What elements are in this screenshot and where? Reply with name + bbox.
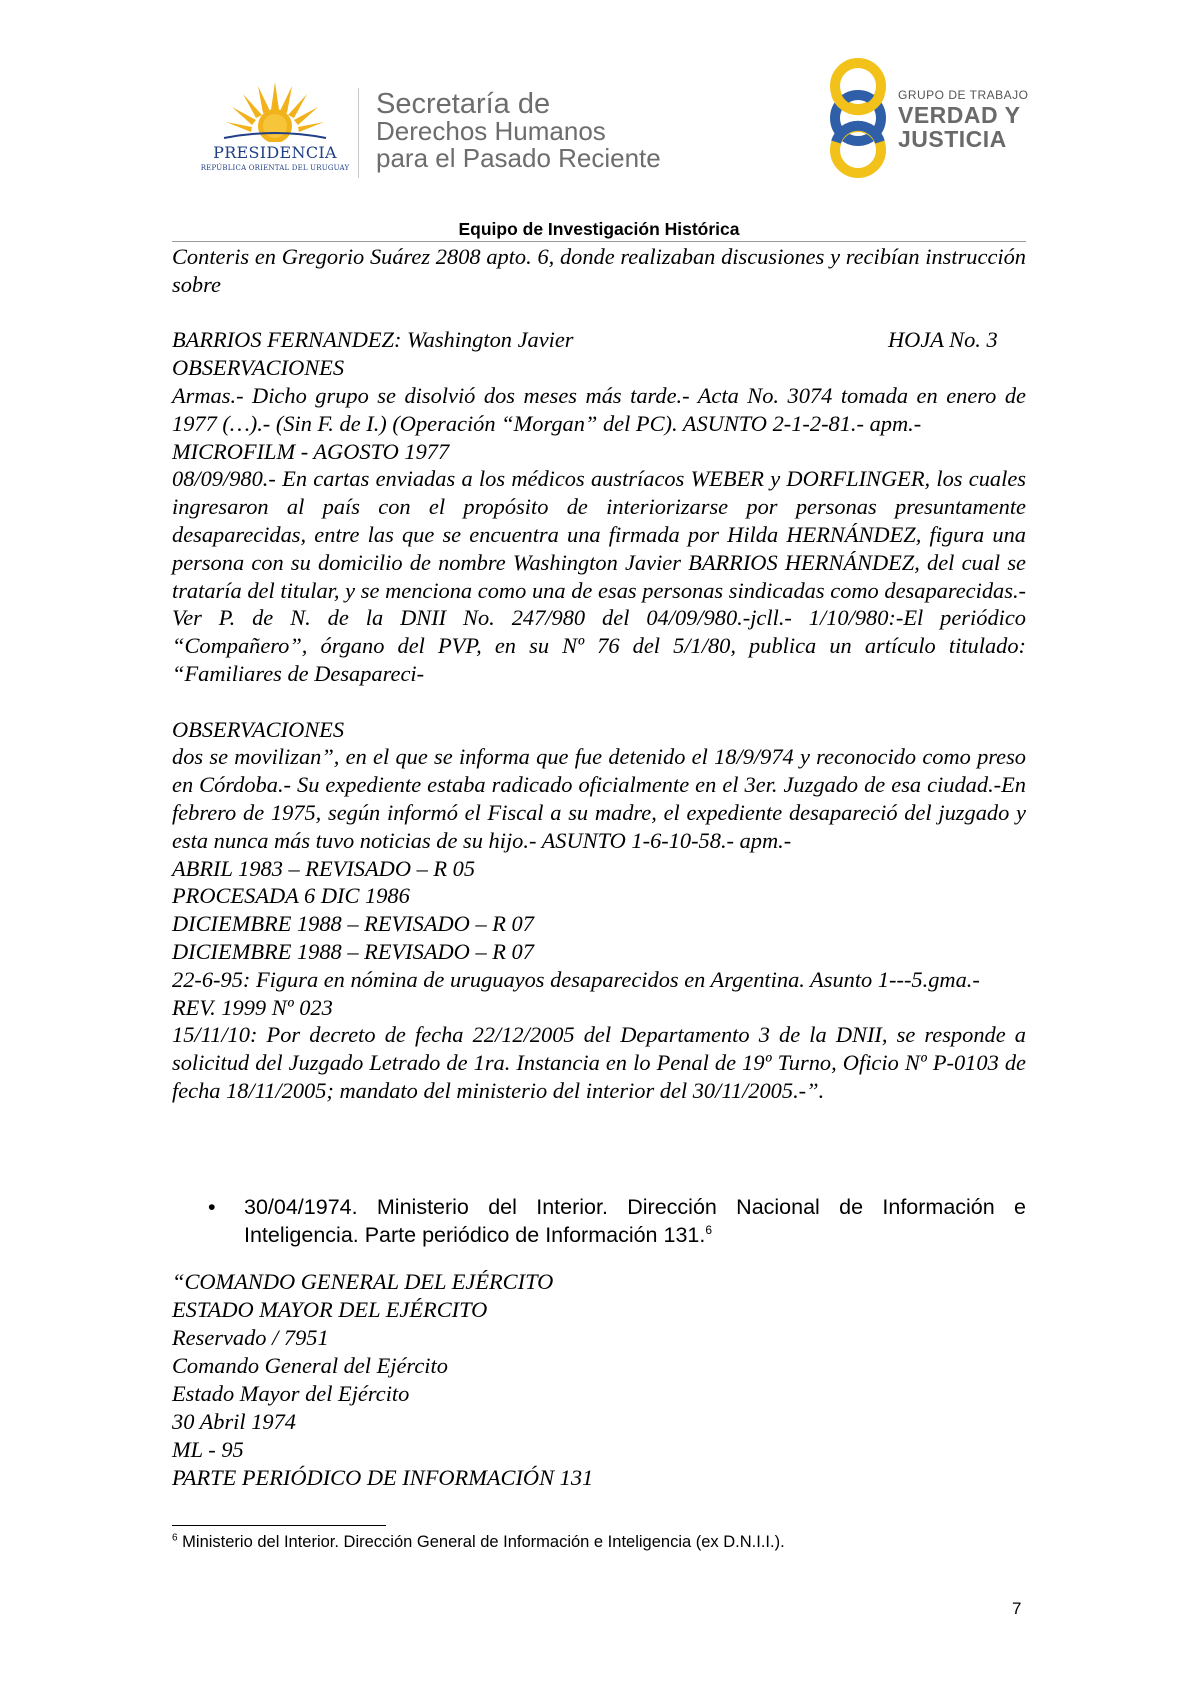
footnote-text: Ministerio del Interior. Dirección General de Información e Inteligencia (ex D.N.I.I.). bbox=[182, 1533, 785, 1551]
record-line-2: PROCESADA 6 DIC 1986 bbox=[172, 883, 410, 909]
document-body bbox=[172, 243, 1026, 1105]
page-number: 7 bbox=[1012, 1599, 1022, 1618]
section-title-rule bbox=[172, 241, 1026, 242]
quoted-document bbox=[172, 1268, 1026, 1492]
paragraph-4: dos se movilizan”, en el que se informa que fue detenido el 18/9/974 y reconocido como preso en Córdoba.- Su expediente estaba radicado oficialmente en el 3er. Juzgado de esa ciudad.-En febrero de 1975, según informó el Fiscal a su madre, el expediente desapareció del juzgado y esta nunca más tuvo noticias de su hijo.- ASUNTO 1-6-10-58.- apm.- bbox=[172, 744, 1026, 853]
secretaria-line-3: para el Pasado Reciente bbox=[376, 143, 661, 173]
record-line-4: DICIEMBRE 1988 – REVISADO – R 07 bbox=[172, 938, 534, 964]
footnote-reference[interactable]: 6 bbox=[705, 1222, 713, 1237]
paragraph-3: 08/09/980.- En cartas enviadas a los médicos austríacos WEBER y DORFLINGER, los cuales ingresaron al país con el propósito de interiorizarse por personas presuntamente desaparecidas, entre las que se encuentra una firmada por Hilda HERNÁNDEZ, figura una persona con su domicilio de nombre Washington Javier BARRIOS HERNÁNDEZ, del cual se trataría del titular, y se menciona como una de esas personas sindicadas como desaparecidas.- Ver P. de N. de la DNII No. 247/980 del 04/09/980.-jcll.- 1/10/980:-El periódico “Compañero”, órgano del PVP, en su Nº 76 del 5/1/80, publica un artículo titulado: “Familiares de Desapareci- bbox=[172, 466, 1026, 686]
paragraph-6: 15/11/10: Por decreto de fecha 22/12/2005 del Departamento 3 de la DNII, se responde a solicitud del Juzgado Letrado de 1ra. Instancia en lo Penal de 19º Turno, Oficio Nº P-0103 de fecha 18/11/2005; mandato del ministerio del interior del 30/11/2005.-”. bbox=[172, 1022, 1026, 1103]
microfilm-line: MICROFILM - AGOSTO 1977 bbox=[172, 438, 450, 464]
observaciones-heading-2: OBSERVACIONES bbox=[172, 716, 345, 742]
record-line-5: REV. 1999 Nº 023 bbox=[172, 994, 333, 1020]
record-line-3: DICIEMBRE 1988 – REVISADO – R 07 bbox=[172, 911, 534, 937]
grupo-small-text: GRUPO DE TRABAJO bbox=[898, 88, 1029, 102]
blank-line bbox=[172, 299, 1026, 327]
bullet-text: 30/04/1974. Ministerio del Interior. Dirección Nacional de Información e Inteligencia. Parte periódico de Información 131. bbox=[244, 1195, 1026, 1247]
presidencia-logo bbox=[196, 80, 354, 180]
quote-line: Reservado / 7951 bbox=[172, 1325, 329, 1350]
footnote-separator bbox=[172, 1525, 386, 1526]
secretaria-line-1: Secretaría de bbox=[376, 88, 551, 120]
quote-line: PARTE PERIÓDICO DE INFORMACIÓN 131 bbox=[172, 1465, 594, 1490]
grupo-title-line-2: JUSTICIA bbox=[898, 126, 1007, 152]
quote-line: “COMANDO GENERAL DEL EJÉRCITO bbox=[172, 1269, 554, 1294]
presidencia-subtitle: REPÚBLICA ORIENTAL DEL URUGUAY bbox=[200, 164, 350, 172]
paragraph-5: 22-6-95: Figura en nómina de uruguayos desaparecidos en Argentina. Asunto 1---5.gma.- bbox=[172, 966, 980, 992]
observaciones-heading-1: OBSERVACIONES bbox=[172, 355, 345, 381]
record-name-line bbox=[172, 326, 1026, 354]
quote-line: ML - 95 bbox=[172, 1437, 244, 1462]
secretaria-logo bbox=[376, 90, 661, 172]
blank-line bbox=[172, 688, 1026, 716]
section-title: Equipo de Investigación Histórica bbox=[458, 219, 740, 239]
presidencia-title: PRESIDENCIA bbox=[213, 143, 337, 162]
bullet-marker: • bbox=[208, 1195, 216, 1219]
verdad-justicia-logo bbox=[822, 56, 1032, 180]
quote-line: Estado Mayor del Ejército bbox=[172, 1381, 410, 1406]
quote-line: 30 Abril 1974 bbox=[172, 1409, 296, 1434]
interlinked-rings-icon bbox=[822, 56, 894, 180]
footnote-number: 6 bbox=[172, 1532, 178, 1544]
grupo-title-line-1: VERDAD Y bbox=[898, 102, 1021, 128]
quote-line: Comando General del Ejército bbox=[172, 1353, 448, 1378]
sun-emblem-icon bbox=[196, 80, 354, 142]
record-line-1: ABRIL 1983 – REVISADO – R 05 bbox=[172, 855, 476, 881]
paragraph-2: Armas.- Dicho grupo se disolvió dos meses más tarde.- Acta No. 3074 tomada en enero de 1977 (…).- (Sin F. de I.) (Operación “Morgan” del PC). ASUNTO 2-1-2-81.- apm.- bbox=[172, 382, 1026, 436]
sheet-number: HOJA No. 3 bbox=[888, 327, 998, 353]
record-name: BARRIOS FERNANDEZ: Washington Javier bbox=[172, 327, 574, 353]
logo-divider bbox=[358, 88, 359, 178]
bullet-item bbox=[172, 1193, 1026, 1249]
secretaria-line-2: Derechos Humanos bbox=[376, 116, 606, 146]
footnote bbox=[172, 1532, 1026, 1552]
quote-line: ESTADO MAYOR DEL EJÉRCITO bbox=[172, 1297, 488, 1322]
paragraph-1: Conteris en Gregorio Suárez 2808 apto. 6, donde realizaban discusiones y recibían instrucción sobre bbox=[172, 244, 1026, 297]
bullet-text-container bbox=[244, 1193, 1026, 1249]
